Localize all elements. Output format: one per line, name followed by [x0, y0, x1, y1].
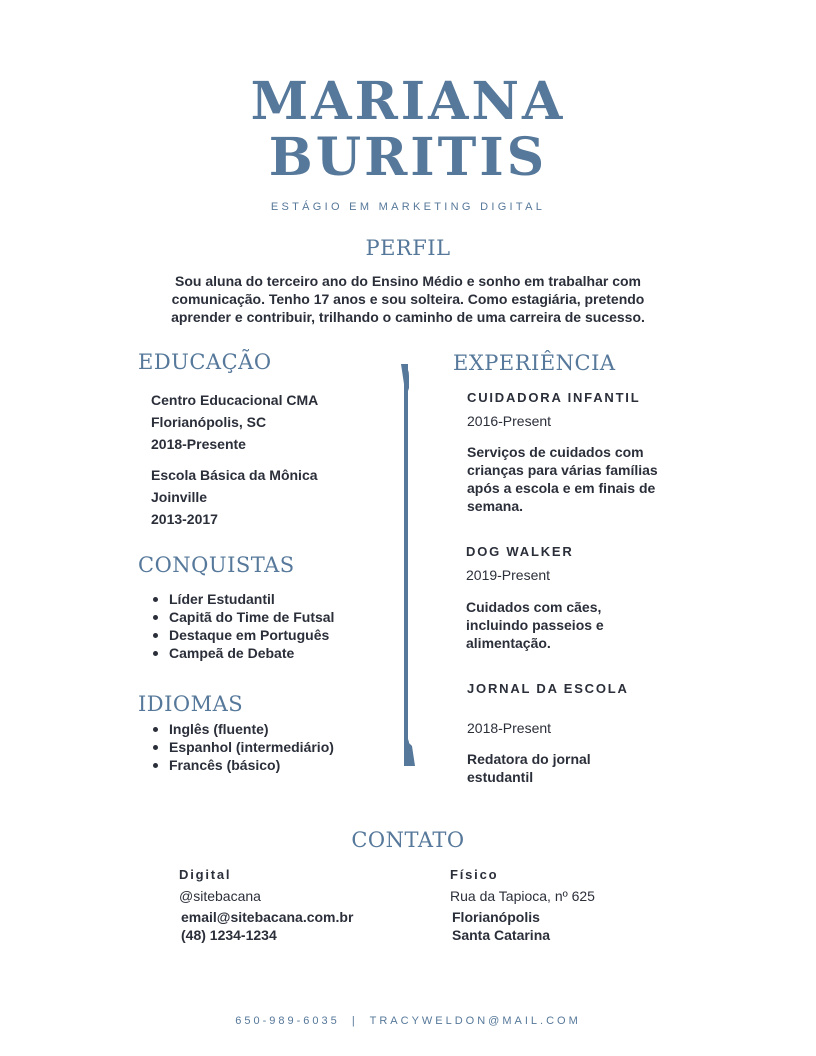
contact-address: Rua da Tapioca, nº 625	[450, 888, 595, 904]
list-item: Campeã de Debate	[138, 644, 334, 662]
job-title: CUIDADORA INFANTIL	[467, 390, 641, 405]
contact-email: email@sitebacana.com.br	[181, 909, 354, 925]
footer-contact: 650-989-6035 | TRACYWELDON@MAIL.COM	[235, 1015, 581, 1027]
education-school: Centro Educacional CMA	[151, 392, 319, 408]
job-subtitle: ESTÁGIO EM MARKETING DIGITAL	[270, 201, 546, 213]
profile-text: Sou aluna do terceiro ano do Ensino Médio e sonho em trabalhar com comunicação. Tenho 17 anos e sou solteira. Como estagiária, pretendo aprender e contribuir, trilhando o caminho de uma carreira de sucesso.	[171, 273, 645, 325]
languages-title: IDIOMAS	[138, 692, 244, 716]
column-divider	[401, 364, 415, 766]
contact-handle: @sitebacana	[179, 888, 261, 904]
job-description: Redatora do jornal estudantil	[467, 751, 591, 785]
list-item: Capitã do Time de Futsal	[138, 608, 334, 626]
job-period: 2019-Present	[466, 567, 551, 583]
profile-title: PERFIL	[365, 236, 451, 260]
education-school: Escola Básica da Mônica	[151, 467, 318, 483]
education-title: EDUCAÇÃO	[138, 350, 272, 374]
contact-state: Santa Catarina	[452, 927, 551, 943]
list-item: Espanhol (intermediário)	[138, 738, 334, 756]
experience-title: EXPERIÊNCIA	[453, 351, 616, 375]
job-period: 2018-Present	[467, 720, 552, 736]
job-description: Serviços de cuidados com crianças para várias famílias após a escola e em finais de semana.	[467, 444, 658, 514]
education-entry	[151, 464, 318, 530]
name-line-last: BURITIS	[268, 127, 548, 188]
education-years: 2018-Presente	[151, 436, 246, 452]
list-item: Destaque em Português	[138, 626, 334, 644]
contact-phone: (48) 1234-1234	[181, 927, 277, 943]
contact-physical-label: Físico	[450, 867, 499, 882]
job-title: JORNAL DA ESCOLA	[467, 681, 629, 696]
education-years: 2013-2017	[151, 511, 218, 527]
achievements-list	[138, 590, 334, 662]
job-period: 2016-Present	[467, 413, 552, 429]
list-item: Francês (básico)	[138, 756, 334, 774]
contact-digital-label: Digital	[179, 867, 232, 882]
job-description: Cuidados com cães, incluindo passeios e alimentação.	[466, 599, 604, 651]
contact-title: CONTATO	[351, 828, 465, 852]
contact-city: Florianópolis	[452, 909, 540, 925]
job-title: DOG WALKER	[466, 544, 574, 559]
name-line-first: MARIANA	[250, 71, 566, 132]
list-item: Líder Estudantil	[138, 590, 334, 608]
achievements-title: CONQUISTAS	[138, 553, 295, 577]
languages-list	[138, 720, 334, 774]
education-city: Joinville	[151, 489, 208, 505]
list-item: Inglês (fluente)	[138, 720, 334, 738]
education-entry	[151, 389, 318, 455]
education-city: Florianópolis, SC	[151, 414, 267, 430]
